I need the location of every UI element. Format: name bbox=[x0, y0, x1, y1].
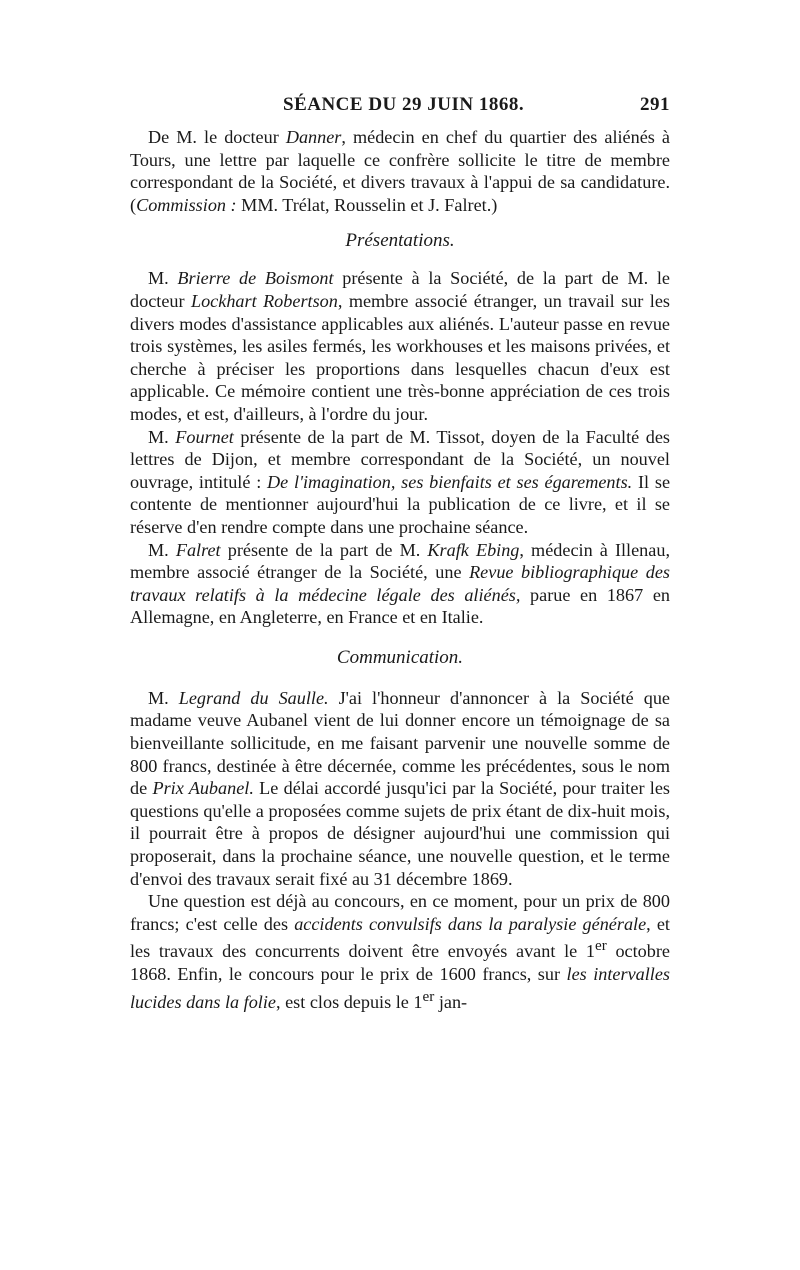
prize-name: Prix Aubanel. bbox=[152, 778, 254, 799]
paragraph-fournet bbox=[130, 426, 670, 539]
commission-label: Commission : bbox=[136, 194, 237, 215]
heading-presentations: Présentations. bbox=[345, 230, 455, 252]
running-title: SÉANCE DU 29 JUIN 1868. bbox=[283, 94, 525, 115]
text-run: M. bbox=[148, 426, 176, 447]
text-run: Il se contente de mentionner aujourd'hui la publication de ce livre, et il se réserve d'en rendre compte dans une prochaine séance. bbox=[130, 471, 671, 537]
page-number: 291 bbox=[640, 94, 670, 115]
text-run: présente à la Société, de la part de M. le docteur bbox=[130, 268, 670, 311]
text-run: M. bbox=[148, 539, 176, 560]
text-run: jan- bbox=[434, 991, 468, 1012]
question-title: les intervalles lucides dans la folie bbox=[130, 964, 670, 1012]
text-run: M. bbox=[148, 687, 179, 708]
ordinal-superscript: er bbox=[422, 987, 435, 1005]
running-header bbox=[130, 94, 670, 120]
text-run: , et les travaux des concurrents doivent être envoyés avant le 1 bbox=[130, 913, 670, 962]
person-name: Legrand du Saulle. bbox=[178, 687, 329, 708]
heading-communication: Communication. bbox=[336, 646, 464, 668]
paragraph-legrand bbox=[130, 687, 670, 890]
question-title: accidents convulsifs dans la paralysie générale bbox=[294, 913, 647, 934]
text-run: , médecin en chef du quartier des aliénés à Tours, une lettre par laquelle ce confrère sollicite le titre de membre correspondant de la Société, et divers travaux à l'appui de sa candidature. ( bbox=[130, 127, 670, 215]
book-title: De l'imagination, ses bienfaits et ses égarements. bbox=[267, 471, 633, 492]
text-run: De M. le docteur bbox=[148, 127, 286, 147]
text-run: M. bbox=[148, 268, 178, 289]
person-name: Krafk Ebing bbox=[427, 539, 520, 560]
book-title: Revue bibliographique des travaux relatifs à la médecine légale des aliénés, bbox=[130, 562, 671, 605]
text-run: J'ai l'honneur d'annoncer à la Société que madame veuve Aubanel vient de lui donner encore un témoignage de sa bienveillante sollicitude, en me faisant parvenir une nouvelle somme de 800 francs, destinée à être décernée, comme les précédentes, sous le nom de bbox=[130, 687, 671, 799]
text-run: Une question est déjà au concours, en ce moment, pour un prix de 800 francs; c'est celle des bbox=[130, 891, 670, 934]
text-run: parue en 1867 en Allemagne, en Angleterre, en France et en Italie. bbox=[130, 584, 670, 628]
text-run: Le délai accordé jusqu'ici par la Société, pour traiter les questions qu'elle a proposées comme sujets de prix étant de dix-huit mois, il pourrait être à propos de désigner aujourd'hui une commission qui proposerait, dans la prochaine séance, une nouvelle question, et le terme d'envoi des travaux serait fixé au 31 décembre 1869. bbox=[130, 778, 670, 889]
text-run: , est clos depuis le 1 bbox=[276, 991, 423, 1012]
text-run: , membre associé étranger, un travail sur les divers modes d'assistance applicables aux aliénés. L'auteur passe en revue trois systèmes, les asiles fermés, les workhouses et les maisons privées, et cherche à préciser les proportions dans lesquelles chacun d'eux est applicable. Ce mémoire contient une très-bonne appréciation de ces trois modes, et est, d'ailleurs, à l'ordre du jour. bbox=[130, 290, 670, 424]
text-run: présente de la part de M. bbox=[220, 539, 428, 560]
text-run: présente de la part de M. Tissot, doyen de la Faculté des lettres de Dijon, et membre correspondant de la Société, un nouvel ouvrage, intitulé : bbox=[130, 426, 670, 492]
page-body bbox=[130, 126, 670, 1013]
ordinal-superscript: er bbox=[594, 937, 607, 955]
text-run: , médecin à Illenau, membre associé étranger de la Société, une bbox=[130, 539, 670, 583]
text-run: octobre 1868. Enfin, le concours pour le prix de 1600 francs, sur bbox=[130, 941, 670, 985]
paragraph-danner-letter bbox=[130, 126, 670, 216]
person-name: Falret bbox=[175, 539, 221, 560]
paragraph-brierre bbox=[130, 267, 670, 425]
person-name: Brierre de Boismont bbox=[177, 268, 334, 289]
person-name: Fournet bbox=[175, 426, 234, 447]
paragraph-concours bbox=[130, 890, 670, 1013]
text-run: MM. Trélat, Rousselin et J. Falret.) bbox=[236, 194, 498, 215]
paragraph-falret bbox=[130, 539, 670, 629]
person-name: Danner bbox=[285, 127, 342, 147]
person-name: Lockhart Robertson bbox=[190, 290, 338, 311]
